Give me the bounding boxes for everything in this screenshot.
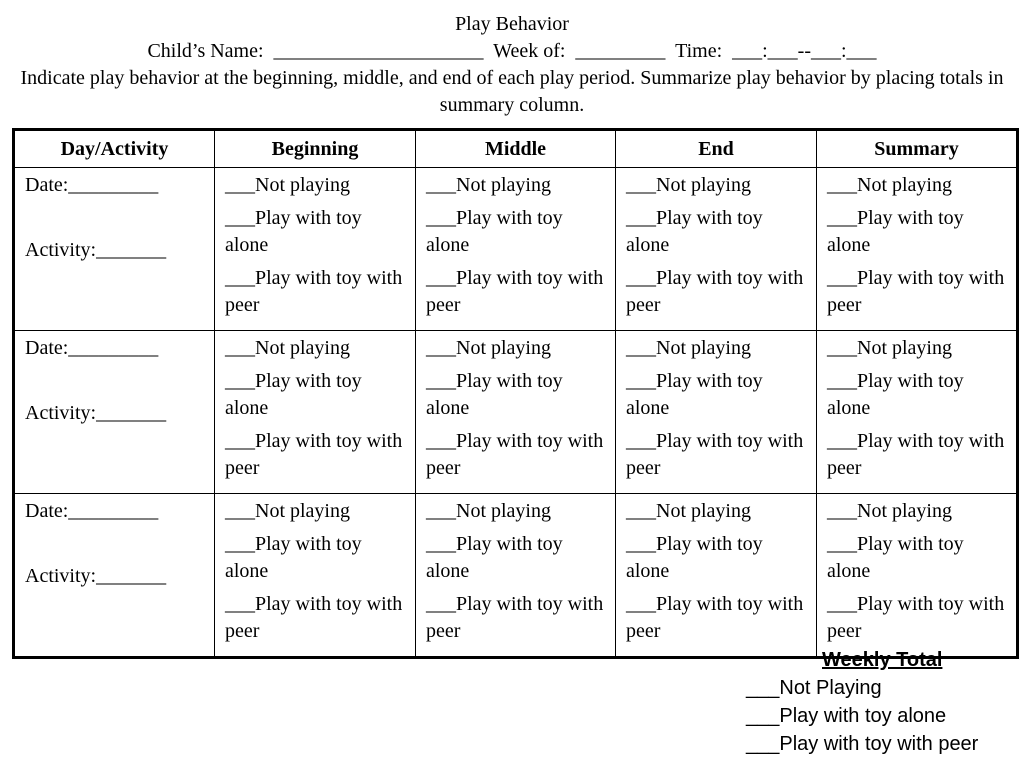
- date-field[interactable]: Date:_________: [25, 174, 159, 196]
- day-activity-cell: [14, 168, 215, 331]
- option-play-with-peer[interactable]: ___Play with toy with peer: [225, 267, 403, 316]
- option-play-alone[interactable]: ___Play with toy alone: [626, 533, 763, 582]
- column-header-summary: Summary: [817, 130, 1018, 168]
- option-play-with-peer[interactable]: ___Play with toy with peer: [626, 430, 804, 479]
- day-activity-cell: [14, 494, 215, 658]
- table-row: [14, 168, 1018, 331]
- option-not-playing[interactable]: ___Not playing: [626, 174, 751, 196]
- option-play-alone[interactable]: ___Play with toy alone: [626, 370, 763, 419]
- option-play-with-peer[interactable]: ___Play with toy with peer: [225, 593, 403, 642]
- option-not-playing[interactable]: ___Not playing: [827, 337, 952, 359]
- form-header: [0, 11, 1024, 119]
- option-not-playing[interactable]: ___Not playing: [225, 337, 350, 359]
- option-play-alone[interactable]: ___Play with toy alone: [426, 533, 563, 582]
- option-play-alone[interactable]: ___Play with toy alone: [827, 370, 964, 419]
- weekly-total-not-playing[interactable]: ___Not Playing: [746, 677, 882, 699]
- end-cell: [616, 331, 817, 494]
- option-not-playing[interactable]: ___Not playing: [827, 500, 952, 522]
- middle-cell: [416, 331, 616, 494]
- day-activity-cell: [14, 331, 215, 494]
- option-play-alone[interactable]: ___Play with toy alone: [225, 370, 362, 419]
- option-play-with-peer[interactable]: ___Play with toy with peer: [426, 593, 604, 642]
- date-field[interactable]: Date:_________: [25, 500, 159, 522]
- summary-cell: [817, 168, 1018, 331]
- end-cell: [616, 168, 817, 331]
- table-header-row: [14, 130, 1018, 168]
- middle-cell: [416, 168, 616, 331]
- date-field[interactable]: Date:_________: [25, 337, 159, 359]
- form-title: Play Behavior: [455, 13, 569, 35]
- option-play-alone[interactable]: ___Play with toy alone: [426, 370, 563, 419]
- weekly-total-title: Weekly Total: [822, 649, 943, 671]
- option-not-playing[interactable]: ___Not playing: [225, 174, 350, 196]
- option-play-alone[interactable]: ___Play with toy alone: [426, 207, 563, 256]
- activity-field[interactable]: Activity:_______: [25, 239, 167, 261]
- activity-field[interactable]: Activity:_______: [25, 402, 167, 424]
- column-header-middle: Middle: [416, 130, 616, 168]
- column-header-end: End: [616, 130, 817, 168]
- option-not-playing[interactable]: ___Not playing: [225, 500, 350, 522]
- weekly-total-play-with-peer[interactable]: ___Play with toy with peer: [746, 733, 979, 755]
- summary-cell: [817, 494, 1018, 658]
- child-info-line: Child’s Name: _____________________ Week of: _________ Time: ___:___--___:___: [147, 40, 877, 62]
- option-not-playing[interactable]: ___Not playing: [426, 337, 551, 359]
- weekly-total-play-alone[interactable]: ___Play with toy alone: [746, 705, 947, 727]
- end-cell: [616, 494, 817, 658]
- weekly-total-section: [746, 646, 1016, 758]
- option-not-playing[interactable]: ___Not playing: [626, 337, 751, 359]
- option-play-with-peer[interactable]: ___Play with toy with peer: [827, 430, 1005, 479]
- activity-field[interactable]: Activity:_______: [25, 565, 167, 587]
- option-play-with-peer[interactable]: ___Play with toy with peer: [426, 430, 604, 479]
- beginning-cell: [215, 331, 416, 494]
- beginning-cell: [215, 494, 416, 658]
- option-play-with-peer[interactable]: ___Play with toy with peer: [626, 593, 804, 642]
- option-not-playing[interactable]: ___Not playing: [827, 174, 952, 196]
- option-play-alone[interactable]: ___Play with toy alone: [827, 207, 964, 256]
- table-row: [14, 331, 1018, 494]
- option-play-with-peer[interactable]: ___Play with toy with peer: [225, 430, 403, 479]
- option-not-playing[interactable]: ___Not playing: [426, 174, 551, 196]
- option-play-alone[interactable]: ___Play with toy alone: [225, 207, 362, 256]
- column-header-day-activity: Day/Activity: [14, 130, 215, 168]
- option-play-with-peer[interactable]: ___Play with toy with peer: [626, 267, 804, 316]
- option-not-playing[interactable]: ___Not playing: [626, 500, 751, 522]
- play-behavior-table: [12, 128, 1019, 659]
- table-row: [14, 494, 1018, 658]
- option-play-alone[interactable]: ___Play with toy alone: [225, 533, 362, 582]
- middle-cell: [416, 494, 616, 658]
- instructions: Indicate play behavior at the beginning, middle, and end of each play period. Summarize play behavior by placing totals in summary column.: [20, 67, 1004, 116]
- column-header-beginning: Beginning: [215, 130, 416, 168]
- option-not-playing[interactable]: ___Not playing: [426, 500, 551, 522]
- option-play-alone[interactable]: ___Play with toy alone: [626, 207, 763, 256]
- option-play-with-peer[interactable]: ___Play with toy with peer: [827, 267, 1005, 316]
- option-play-with-peer[interactable]: ___Play with toy with peer: [426, 267, 604, 316]
- option-play-with-peer[interactable]: ___Play with toy with peer: [827, 593, 1005, 642]
- beginning-cell: [215, 168, 416, 331]
- option-play-alone[interactable]: ___Play with toy alone: [827, 533, 964, 582]
- summary-cell: [817, 331, 1018, 494]
